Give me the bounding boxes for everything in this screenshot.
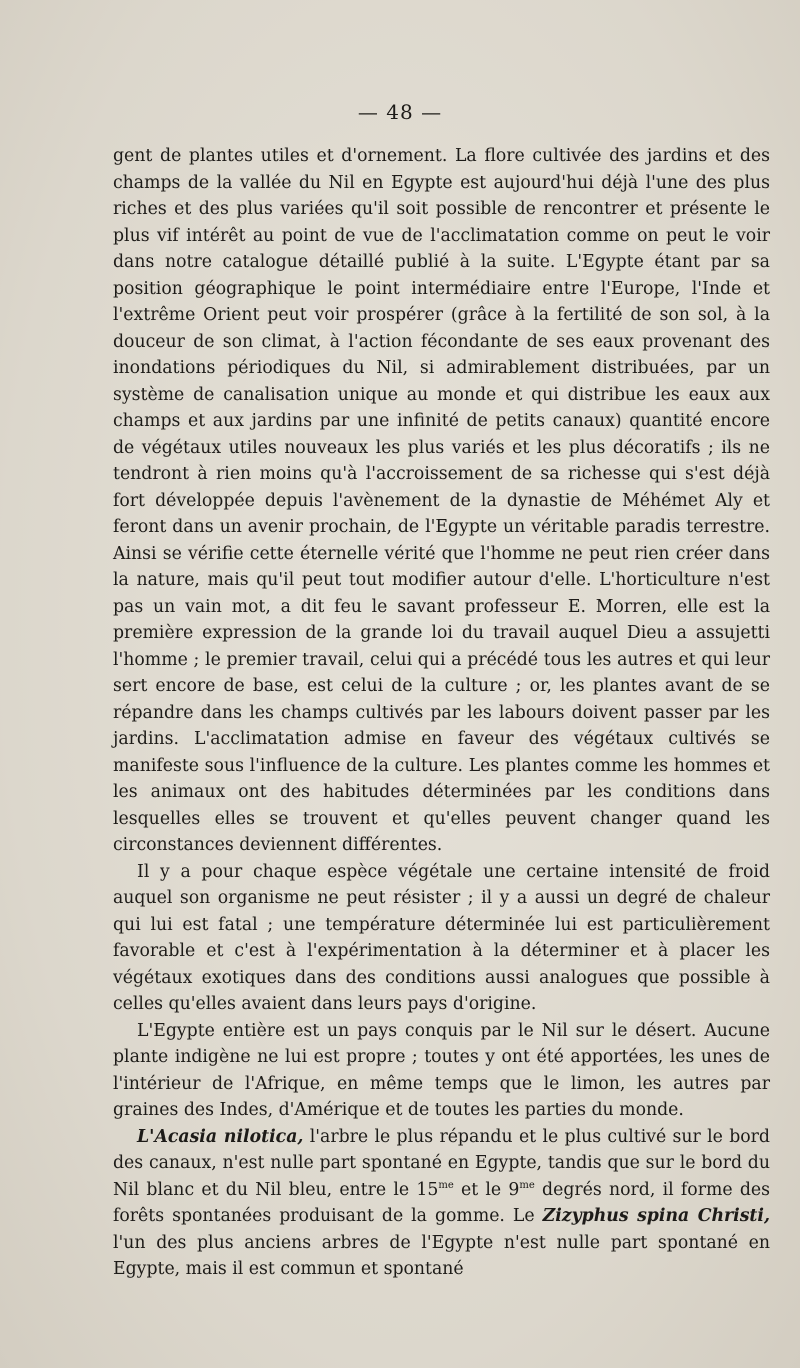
superscript-me-1: me xyxy=(438,1179,454,1191)
zizyphus-name: Zizyphus spina Christi, xyxy=(542,1206,770,1226)
acacia-text-1: l'arbre le plus répandu et le plus cultivé sur le bord des canaux, n'est nulle part spontané en Egypte, tandis que sur le bord du Nil blanc et du Nil bleu, entre le 15 xyxy=(113,1126,770,1200)
acacia-text-3: degrés nord, il forme des forêts spontanées produisant de la gomme. Le xyxy=(113,1179,770,1226)
paragraph-cold-resistance: Il y a pour chaque espèce végétale une certaine intensité de froid auquel son organisme ne peut résister ; il y a aussi un degré de chaleur qui lui est fatal ; une température déterminée lui est particulièrement favorable et c'est à l'expérimentation à la déterminer et à placer les végétaux exotiques dans des conditions aussi analogues que possible à celles qu'elles avaient dans leurs pays d'origine. xyxy=(113,861,770,1014)
page-number: — 48 — xyxy=(357,100,443,124)
superscript-me-2: me xyxy=(519,1179,535,1191)
acacia-name: L'Acasia nilotica, xyxy=(137,1126,304,1147)
acacia-text-2: et le 9 xyxy=(453,1179,520,1200)
paragraph-acacia xyxy=(113,1124,770,1283)
paragraph-nile-conquest: L'Egypte entière est un pays conquis par le Nil sur le désert. Aucune plante indigène ne lui est propre ; toutes y ont été apportées, les unes de l'intérieur de l'Afrique, en même temps que le limon, les autres par graines des Indes, d'Amérique et de toutes les parties du monde. xyxy=(113,1020,770,1120)
acacia-text-4: l'un des plus anciens arbres de l'Egypte n'est nulle part spontané en Egypte, mais il est commun et spontané xyxy=(113,1232,770,1279)
paragraph-continuation: gent de plantes utiles et d'ornement. La flore cultivée des jardins et des champs de la vallée du Nil en Egypte est aujourd'hui déjà l'une des plus riches et des plus variées qu'il soit possible de rencontrer et présente le plus vif intérêt au point de vue de l'acclimatation comme on peut le voir dans notre catalogue détaillé publié à la suite. L'Egypte étant par sa position géographique le point intermédiaire entre l'Europe, l'Inde et l'extrême Orient peut voir prospérer (grâce à la fertilité de son sol, à la douceur de son climat, à l'action fécondante de ses eaux provenant des inondations périodiques du Nil, si admirablement distribuées, par un système de canalisation unique au monde et qui distribue les eaux aux champs et aux jardins par une infinité de petits canaux) quantité encore de végétaux utiles nouveaux les plus variés et les plus décoratifs ; ils ne tendront à rien moins qu'à l'accroissement de sa richesse qui s'est déjà fort développée depuis l'avènement de la dynastie de Méhémet Aly et feront dans un avenir prochain, de l'Egypte un véritable paradis terrestre. Ainsi se vérifie cette éternelle vérité que l'homme ne peut rien créer dans la nature, mais qu'il peut tout modifier autour d'elle. L'horticulture n'est pas un vain mot, a dit feu le savant professeur E. Morren, elle est la première expression de la grande loi du travail auquel Dieu a assujetti l'homme ; le premier travail, celui qui a précédé tous les autres et qui leur sert encore de base, est celui de la culture ; or, les plantes avant de se répandre dans les champs cultivés par les labours doivent passer par les jardins. L'acclimatation admise en faveur des végétaux cultivés se manifeste sous l'influence de la culture. Les plantes comme les hommes et les animaux ont des habitudes déterminées par les conditions dans lesquelles elles se trouvent et qu'elles peuvent changer quand les circonstances deviennent différentes. xyxy=(113,146,770,855)
body-text xyxy=(113,143,770,1283)
